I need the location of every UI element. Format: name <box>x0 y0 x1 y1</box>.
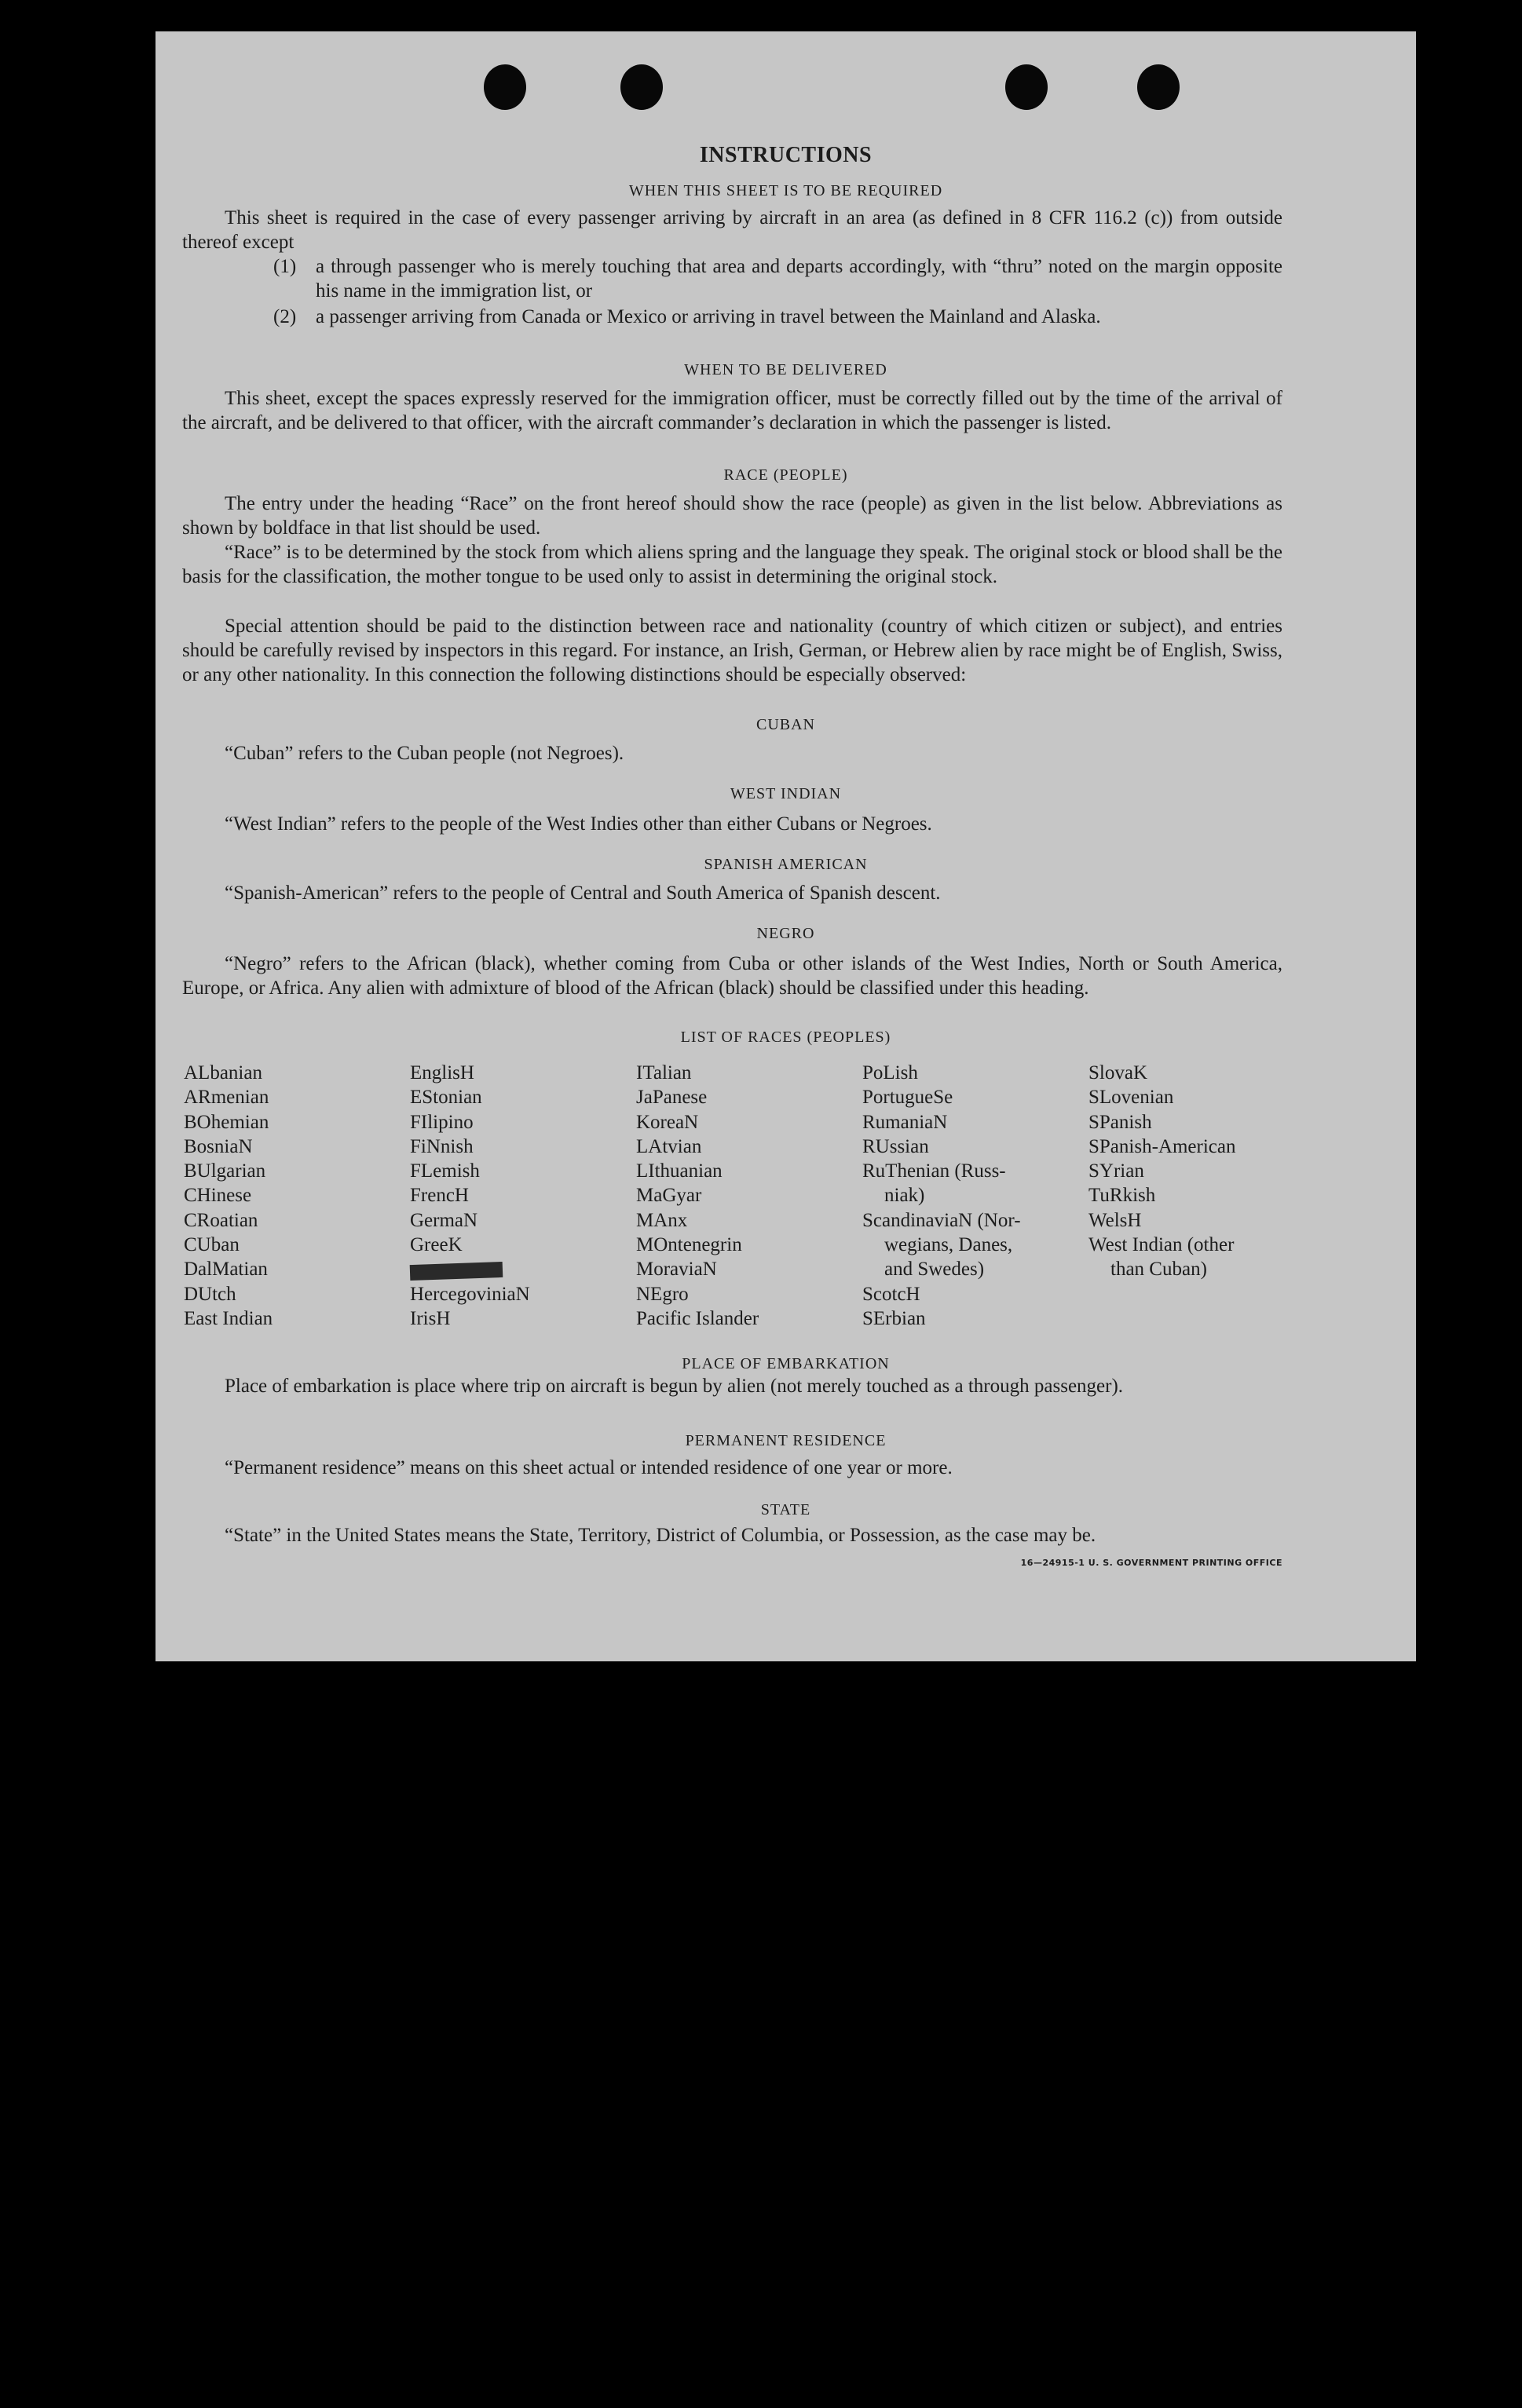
list-item: ARmenian <box>184 1087 269 1109</box>
list-item: FLemish <box>410 1160 480 1182</box>
list-item: CHinese <box>184 1185 252 1207</box>
heading-place-of-embarkation: PLACE OF EMBARKATION <box>682 1355 890 1372</box>
list-item: JaPanese <box>636 1087 708 1109</box>
heading-list-of-races: LIST OF RACES (PEOPLES) <box>680 1029 891 1046</box>
list-item: DalMatian <box>184 1259 268 1281</box>
list-item: West Indian (other <box>1088 1234 1235 1256</box>
list-item: DUtch <box>184 1283 236 1305</box>
list-item: BOhemian <box>184 1111 269 1133</box>
heading-state: STATE <box>760 1501 811 1518</box>
punch-hole <box>484 64 526 110</box>
cuban-text: “Cuban” refers to the Cuban people (not Negroes). <box>225 743 624 764</box>
list-item: SlovaK <box>1088 1062 1147 1083</box>
when-required-intro: This sheet is required in the case of every passenger arriving by aircraft in an area (as defined in 8 CFR 116.2 (c)) from outside thereof except <box>182 207 1282 253</box>
redaction-mark <box>410 1262 503 1281</box>
item-number: (1) <box>273 256 297 277</box>
race-paragraph-2: “Race” is to be determined by the stock from which aliens spring and the language they speak. The original stock or blood shall be the basis for the classification, the mother tongue to be used only to assist in determining the original stock. <box>182 542 1282 587</box>
races-column-2 <box>410 1061 530 1331</box>
races-column-4 <box>862 1061 1021 1331</box>
list-item <box>273 305 1282 329</box>
list-item: Pacific Islander <box>636 1307 759 1329</box>
list-item: EnglisH <box>410 1062 474 1083</box>
list-item: RumaniaN <box>862 1111 948 1133</box>
punch-hole <box>620 64 663 110</box>
punch-hole <box>1005 64 1048 110</box>
place-of-embarkation-text: Place of embarkation is place where trip on aircraft is begun by alien (not merely touched as a through passenger). <box>225 1376 1124 1397</box>
list-item: GreeK <box>410 1234 463 1256</box>
list-item <box>273 254 1282 303</box>
list-item: SLovenian <box>1088 1087 1174 1109</box>
item-number: (2) <box>273 306 297 327</box>
list-item: niak) <box>884 1185 925 1207</box>
punch-hole <box>1137 64 1180 110</box>
list-item: ITalian <box>636 1062 692 1083</box>
list-item: than Cuban) <box>1110 1259 1207 1281</box>
list-item: FIlipino <box>410 1111 474 1133</box>
list-item: EStonian <box>410 1087 482 1109</box>
list-item: RuThenian (Russ- <box>862 1160 1006 1182</box>
list-item: NEgro <box>636 1283 689 1305</box>
page-title: INSTRUCTIONS <box>699 143 873 167</box>
heading-cuban: CUBAN <box>756 716 815 733</box>
list-item: wegians, Danes, <box>884 1234 1013 1256</box>
races-column-3 <box>636 1061 759 1331</box>
list-item: CUban <box>184 1234 240 1256</box>
heading-race: RACE (PEOPLE) <box>723 466 848 484</box>
list-item: SPanish <box>1088 1111 1152 1133</box>
list-item: RUssian <box>862 1135 929 1157</box>
list-item: ALbanian <box>184 1062 262 1083</box>
race-paragraph-3: Special attention should be paid to the distinction between race and nationality (country of which citizen or subject), and entries should be carefully revised by inspectors in this regard. For instance, an Irish, German, or Hebrew alien by race might be of English, Swiss, or any other nationality. In this connection the following distinctions should be especially observed: <box>182 616 1282 685</box>
item-text: a through passenger who is merely touching that area and departs accordingly, with “thru” noted on the margin opposite his name in the immigration list, or <box>316 256 1282 301</box>
list-item: SYrian <box>1088 1160 1144 1182</box>
list-item: HercegoviniaN <box>410 1283 530 1305</box>
list-item: PoLish <box>862 1062 918 1083</box>
heading-west-indian: WEST INDIAN <box>730 785 842 802</box>
list-item: CRoatian <box>184 1209 258 1231</box>
list-item: ScotcH <box>862 1283 920 1305</box>
list-item: and Swedes) <box>884 1259 985 1281</box>
list-item: ScandinaviaN (Nor- <box>862 1209 1021 1231</box>
list-item: MaGyar <box>636 1185 702 1207</box>
print-code: 16—24915-1 U. S. GOVERNMENT PRINTING OFFICE <box>1020 1558 1282 1568</box>
list-item: LIthuanian <box>636 1160 723 1182</box>
list-item: PortugueSe <box>862 1087 953 1109</box>
races-column-1 <box>184 1061 273 1331</box>
heading-when-delivered: WHEN TO BE DELIVERED <box>684 361 887 378</box>
list-item: SErbian <box>862 1307 926 1329</box>
permanent-residence-text: “Permanent residence” means on this sheet actual or intended residence of one year or more. <box>225 1457 953 1478</box>
list-item: MOntenegrin <box>636 1234 742 1256</box>
state-text: “State” in the United States means the State, Territory, District of Columbia, or Possession, as the case may be. <box>225 1525 1096 1546</box>
when-delivered-text: This sheet, except the spaces expressly reserved for the immigration officer, must be correctly filled out by the time of the arrival of the aircraft, and be delivered to that officer, with the aircraft commander’s declaration in which the passenger is listed. <box>182 388 1282 433</box>
list-item: BosniaN <box>184 1135 253 1157</box>
list-item: MAnx <box>636 1209 688 1231</box>
list-item: IrisH <box>410 1307 451 1329</box>
west-indian-text: “West Indian” refers to the people of the West Indies other than either Cubans or Negroes. <box>225 813 932 835</box>
heading-when-required: WHEN THIS SHEET IS TO BE REQUIRED <box>628 182 943 199</box>
list-item: WelsH <box>1088 1209 1142 1231</box>
list-item: GermaN <box>410 1209 478 1231</box>
heading-permanent-residence: PERMANENT RESIDENCE <box>685 1432 887 1449</box>
item-text: a passenger arriving from Canada or Mexico or arriving in travel between the Mainland and Alaska. <box>316 306 1101 327</box>
redacted-entry <box>410 1257 530 1281</box>
races-column-5 <box>1088 1061 1235 1282</box>
list-item: BUlgarian <box>184 1160 266 1182</box>
heading-negro: NEGRO <box>756 925 815 942</box>
list-item: FrencH <box>410 1185 469 1207</box>
list-item: East Indian <box>184 1307 273 1329</box>
document-page <box>155 31 1416 1661</box>
list-item: FiNnish <box>410 1135 474 1157</box>
race-paragraph-1: The entry under the heading “Race” on the front hereof should show the race (people) as given in the list below. Abbreviations as shown by boldface in that list should be used. <box>182 493 1282 539</box>
heading-spanish-american: SPANISH AMERICAN <box>704 856 868 873</box>
list-item: LAtvian <box>636 1135 702 1157</box>
negro-text: “Negro” refers to the African (black), whether coming from Cuba or other islands of the West Indies, North or South America, Europe, or Africa. Any alien with admixture of blood of the African (black) should be classified under this heading. <box>182 953 1282 999</box>
list-item: KoreaN <box>636 1111 699 1133</box>
spanish-american-text: “Spanish-American” refers to the people of Central and South America of Spanish descent. <box>225 882 941 904</box>
list-item: MoraviaN <box>636 1259 717 1281</box>
list-item: TuRkish <box>1088 1185 1156 1207</box>
list-item: SPanish-American <box>1088 1135 1236 1157</box>
